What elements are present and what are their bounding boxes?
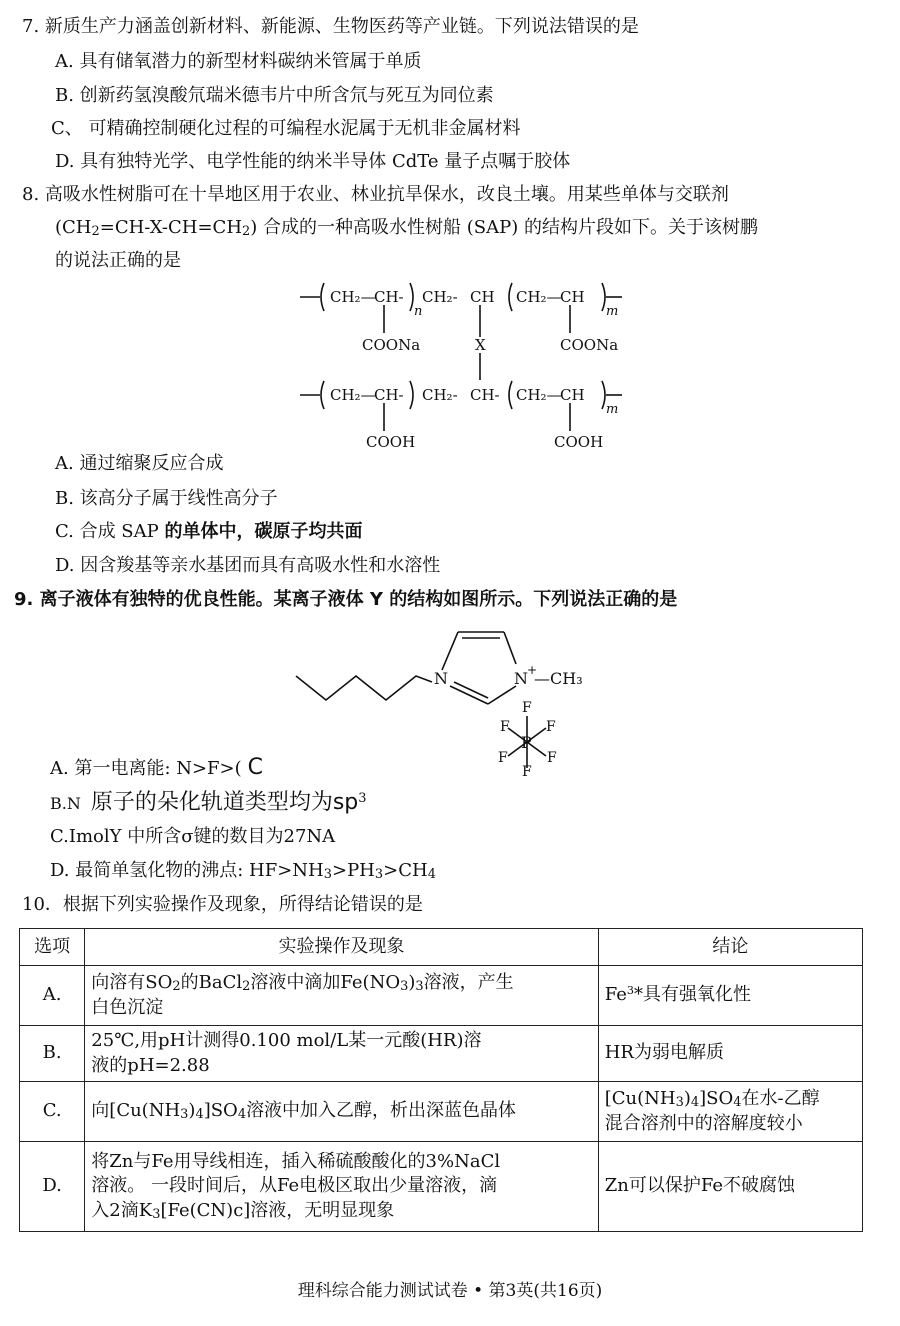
header-conclusion: 结论	[598, 929, 862, 966]
table-header-row	[20, 929, 863, 966]
table-row	[20, 1026, 863, 1082]
imidazolium-plus: +	[527, 663, 538, 677]
page-footer: 理科综合能力测试试卷 • 第3英(共16页)	[297, 1281, 603, 1301]
pf6-f-lower-left: F	[498, 750, 508, 766]
q8-stem: 8. 高吸水性树脂可在十旱地区用于农业、林业抗旱保水，改良土壤。用某些单体与交联剂	[22, 184, 729, 205]
sap-ch-6: CH	[560, 386, 585, 404]
table-row	[20, 1142, 863, 1232]
header-option: 选项	[20, 929, 85, 966]
table-row	[20, 966, 863, 1026]
sap-ch2-2: CH₂-	[422, 288, 458, 306]
row-b-conclusion: HR为弱电解质	[598, 1026, 862, 1082]
sap-ch-4: CH-	[374, 386, 404, 404]
imidazolium-n1: N	[434, 669, 448, 688]
q9-option-d: D. 最简单氢化物的沸点: HF>NH3>PH3>CH4	[50, 860, 436, 882]
row-b-operation: 25℃,用pH计测得0.100 mol/L某一元酸(HR)溶 液的pH=2.88	[85, 1026, 598, 1082]
imidazolium-n2: N	[514, 669, 528, 688]
sap-ch-1: CH-	[374, 288, 404, 306]
q8-option-b: B. 该高分子属于线性高分子	[55, 488, 278, 509]
sap-ch-5: CH-	[470, 386, 500, 404]
row-a-conclusion: Fe$^3$*具有强氧化性	[598, 966, 862, 1026]
row-d-operation: 将Zn与Fe用导线相连，插入稀硫酸酸化的3%NaCl 溶液。 一段时间后，从Fe电极区取出少量溶液，滴 入2滴K3[Fe(CN)c]溶液，无明显现象	[85, 1142, 598, 1232]
q9-option-b: B.N 原子的朵化轨道类型均为$sp^3$	[50, 790, 367, 815]
q9-option-c: C.ImolY 中所含σ键的数目为27NA	[50, 826, 336, 847]
row-a-operation: 向溶有SO2的BaCl2溶液中滴加Fe(NO3)3溶液，产生 白色沉淀	[85, 966, 598, 1026]
row-c-conclusion: [Cu(NH3)4]SO4在水-乙醇 混合溶剂中的溶解度较小	[598, 1082, 862, 1142]
row-a-option: A.	[20, 966, 85, 1026]
sap-cooh-2: COOH	[554, 433, 604, 451]
q7-option-a: A. 具有储氧潜力的新型材料碳纳米管属于单质	[55, 51, 422, 72]
header-operation: 实验操作及现象	[85, 929, 598, 966]
pf6-p: P	[521, 733, 532, 752]
q7-option-d: D. 具有独特光学、电学性能的纳米半导体 CdTe 量子点嘱于胶体	[55, 151, 571, 172]
q7-stem: 7. 新质生产力涵盖创新材料、新能源、生物医药等产业链。下列说法错误的是	[22, 16, 639, 37]
pf6-f-upper-right: F	[546, 719, 556, 735]
row-d-conclusion: Zn可以保护Fe不破腐蚀	[598, 1142, 862, 1232]
sap-structure-diagram	[290, 275, 650, 460]
sap-ch-2: CH	[470, 288, 495, 306]
q10-stem: 10．根据下列实验操作及现象，所得结论错误的是	[22, 894, 423, 915]
sap-subscript-m-1: m	[606, 304, 619, 319]
experiment-table	[19, 928, 863, 1232]
sap-ch-3: CH	[560, 288, 585, 306]
q9-option-a: A. 第一电离能: N>F>( C	[50, 755, 264, 780]
q8-option-c: C. 合成 SAP 的单体中，碳原子均共面	[55, 521, 363, 542]
pf6-f-top: F	[522, 700, 532, 716]
row-d-option: D.	[20, 1142, 85, 1232]
sap-cooh-1: COOH	[366, 433, 416, 451]
sap-ch2-3: CH₂—	[516, 288, 562, 306]
q8-option-d: D. 因含羧基等亲水基团而具有高吸水性和水溶性	[55, 555, 441, 576]
sap-ch2-5: CH₂-	[422, 386, 458, 404]
sap-ch2-1: CH₂—	[330, 288, 376, 306]
table-row	[20, 1082, 863, 1142]
sap-ch2-4: CH₂—	[330, 386, 376, 404]
methyl-group: —CH₃	[534, 669, 583, 688]
row-b-option: B.	[20, 1026, 85, 1082]
sap-coona-1: COONa	[362, 336, 421, 354]
sap-subscript-m-2: m	[606, 402, 619, 417]
q8-stem-line3: 的说法正确的是	[55, 250, 181, 271]
pf6-f-upper-left: F	[500, 719, 510, 735]
ionic-liquid-structure	[290, 618, 610, 778]
pf6-f-bottom: F	[522, 764, 532, 778]
sap-x: X	[475, 336, 486, 354]
sap-subscript-n: n	[414, 304, 423, 319]
row-c-option: C.	[20, 1082, 85, 1142]
row-c-operation: 向[Cu(NH3)4]SO4溶液中加入乙醇，析出深蓝色晶体	[85, 1082, 598, 1142]
q7-option-c: C、 可精确控制硬化过程的可编程水泥属于无机非金属材料	[51, 118, 521, 139]
q9-stem: 9. 离子液体有独特的优良性能。某离子液体 Y 的结构如图所示。下列说法正确的是	[14, 589, 678, 610]
sap-ch2-6: CH₂—	[516, 386, 562, 404]
q8-option-a: A. 通过缩聚反应合成	[55, 453, 224, 474]
sap-coona-2: COONa	[560, 336, 619, 354]
pf6-f-lower-right: F	[547, 750, 557, 766]
q7-option-b: B. 创新药氢溴酸氘瑞米德韦片中所含氘与死互为同位素	[55, 85, 494, 106]
q8-stem-line2: (CH2=CH-X-CH=CH2) 合成的一种高吸水性树船 (SAP) 的结构片段如下。关于该树鹏	[55, 217, 758, 239]
